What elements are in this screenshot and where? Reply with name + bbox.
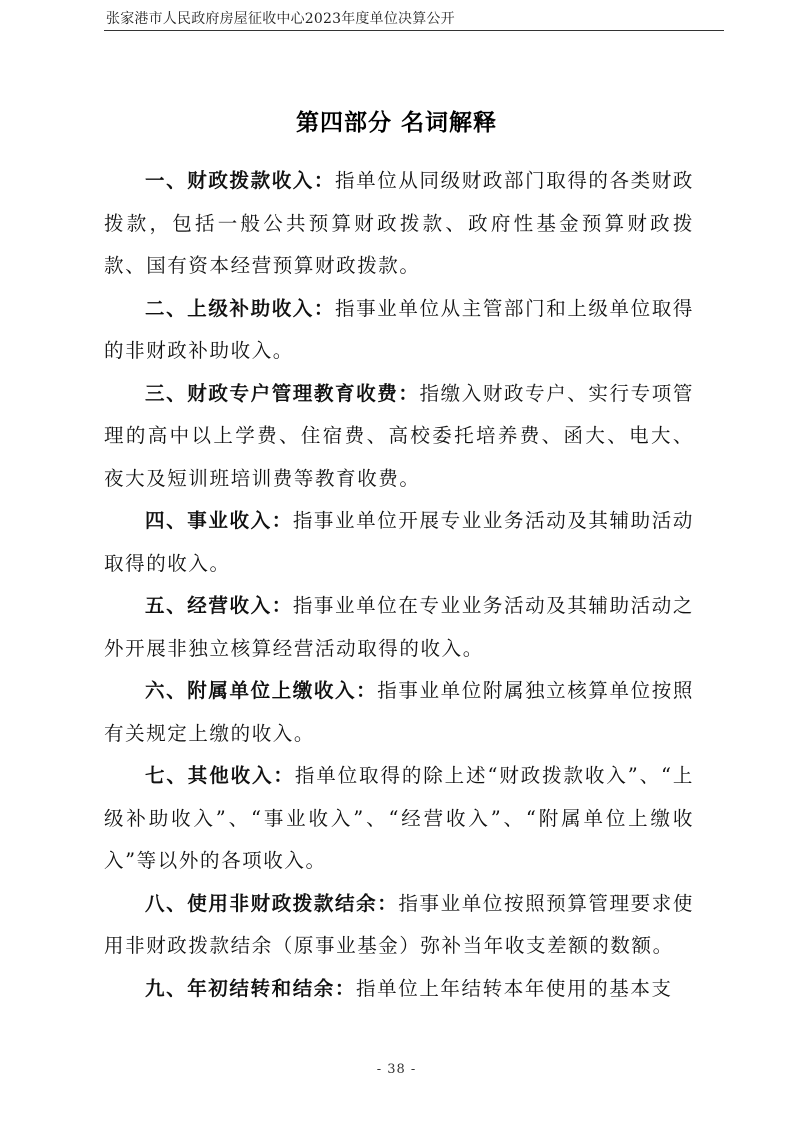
glossary-term: 五、经营收入： [145,594,293,617]
glossary-term: 八、使用非财政拨款结余： [145,891,399,915]
header-rule [104,30,724,31]
glossary-entry [104,968,694,1011]
glossary-entry [104,755,694,883]
glossary-definition: 指单位上年结转本年使用的基本支 [356,976,673,1000]
page-title: 第四部分 名词解释 [295,110,497,136]
glossary-entry [104,288,694,373]
glossary-entry [104,373,694,501]
running-header: 张家港市人民政府房屋征收中心2023年度单位决算公开 [106,11,455,27]
glossary-term: 二、上级补助收入： [145,296,336,320]
glossary-term: 四、事业收入： [145,509,293,532]
glossary-entry [104,160,694,288]
glossary-definition: 指事业单位从主管部门和上级单位取得的非财政补助收入。 [104,296,694,362]
glossary-term: 七、其他收入： [145,764,295,787]
glossary-definition: 指单位取得的除上述“财政拨款收入”、“上级补助收入”、“事业收入”、“经营收入”、“附属单位上缴收入”等以外的各项收入。 [104,764,694,872]
glossary-term: 九、年初结转和结余： [145,976,357,1000]
glossary-term: 一、财政拨款收入： [145,169,336,192]
glossary-definition: 指事业单位在专业业务活动及其辅助活动之外开展非独立核算经营活动取得的收入。 [104,594,694,660]
page-number: - 38 - [376,1062,417,1077]
glossary-term: 三、财政专户管理教育收费： [145,381,420,405]
glossary-body [104,160,694,1010]
glossary-entry [104,883,694,968]
glossary-definition: 指事业单位附属独立核算单位按照有关规定上缴的收入。 [104,679,694,745]
glossary-definition: 指缴入财政专户、实行专项管理的高中以上学费、住宿费、高校委托培养费、函大、电大、夜大及短训班培训费等教育收费。 [104,381,694,490]
glossary-entry [104,585,694,670]
glossary-entry [104,500,694,585]
glossary-definition: 指事业单位开展专业业务活动及其辅助活动取得的收入。 [104,509,694,575]
glossary-term: 六、附属单位上缴收入： [145,679,378,702]
glossary-entry [104,670,694,755]
glossary-definition: 指单位从同级财政部门取得的各类财政拨款，包括一般公共预算财政拨款、政府性基金预算财政拨款、国有资本经营预算财政拨款。 [104,169,694,277]
glossary-definition: 指事业单位按照预算管理要求使用非财政拨款结余（原事业基金）弥补当年收支差额的数额。 [104,891,694,957]
